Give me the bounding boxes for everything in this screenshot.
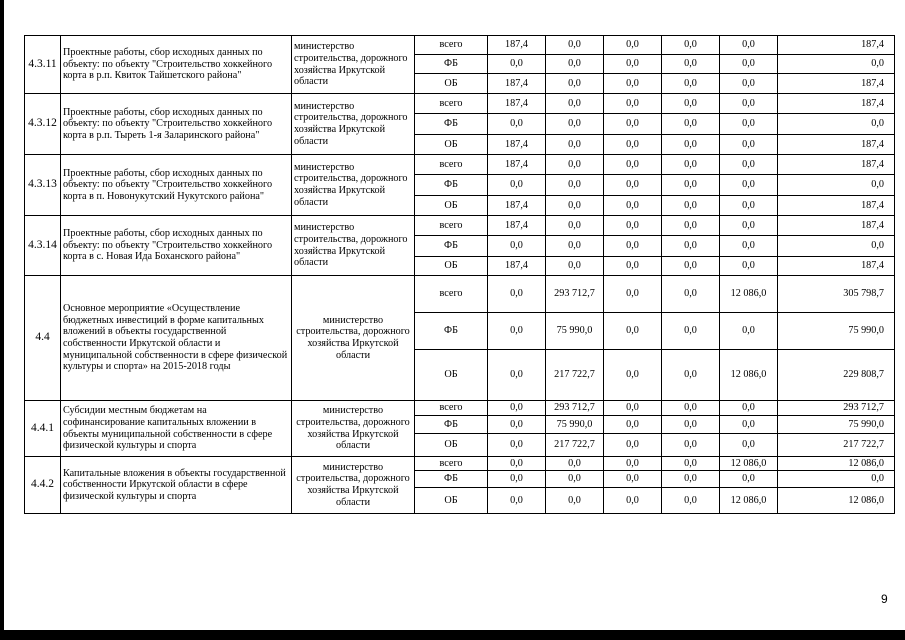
amount-total: 293 712,7 [778, 401, 895, 416]
amount-cell: 0,0 [720, 135, 778, 155]
amount-total: 12 086,0 [778, 457, 895, 471]
amount-cell: 0,0 [604, 135, 662, 155]
section-number: 4.3.14 [25, 216, 61, 276]
amount-cell: 0,0 [720, 36, 778, 55]
activity-name: Проектные работы, сбор исходных данных по объекту: по объекту "Строительство хоккейного корта в с. Новая Ида Боханского района" [61, 216, 292, 276]
amount-cell: 0,0 [604, 114, 662, 135]
budget-table-body [25, 36, 895, 514]
amount-cell: 187,4 [488, 216, 546, 236]
amount-total: 187,4 [778, 216, 895, 236]
funding-source: ФБ [415, 55, 488, 74]
amount-total: 187,4 [778, 155, 895, 175]
amount-cell: 0,0 [720, 216, 778, 236]
activity-name: Проектные работы, сбор исходных данных по объекту: по объекту "Строительство хоккейного корта в п. Новонукутский Нукутского района" [61, 155, 292, 216]
amount-cell: 187,4 [488, 257, 546, 276]
amount-cell: 187,4 [488, 36, 546, 55]
funding-source: ФБ [415, 416, 488, 434]
amount-cell: 0,0 [604, 216, 662, 236]
amount-total: 0,0 [778, 114, 895, 135]
amount-cell: 0,0 [720, 94, 778, 114]
amount-cell: 0,0 [546, 216, 604, 236]
amount-total: 75 990,0 [778, 416, 895, 434]
executor: министерство строительства, дорожного хозяйства Иркутской области [292, 401, 415, 457]
amount-cell: 0,0 [662, 216, 720, 236]
section-number: 4.3.11 [25, 36, 61, 94]
amount-cell: 0,0 [604, 55, 662, 74]
amount-cell: 0,0 [662, 434, 720, 457]
amount-cell: 0,0 [488, 55, 546, 74]
amount-total: 217 722,7 [778, 434, 895, 457]
funding-source: ОБ [415, 135, 488, 155]
amount-cell: 0,0 [662, 155, 720, 175]
amount-cell: 0,0 [662, 196, 720, 216]
amount-total: 0,0 [778, 55, 895, 74]
amount-cell: 75 990,0 [546, 416, 604, 434]
amount-cell: 0,0 [720, 196, 778, 216]
activity-name: Субсидии местным бюджетам на софинансирование капитальных вложении в объекты муниципальной собственности в сфере физической культуры и спорта [61, 401, 292, 457]
funding-source: ОБ [415, 196, 488, 216]
amount-cell: 0,0 [604, 488, 662, 514]
amount-total: 0,0 [778, 236, 895, 257]
amount-cell: 0,0 [720, 471, 778, 488]
amount-cell: 0,0 [604, 276, 662, 313]
table-row [25, 36, 895, 55]
budget-table [24, 35, 895, 514]
amount-cell: 0,0 [488, 175, 546, 196]
executor: министерство строительства, дорожного хозяйства Иркутской области [292, 155, 415, 216]
amount-cell: 0,0 [488, 488, 546, 514]
amount-cell: 0,0 [662, 257, 720, 276]
amount-cell: 0,0 [720, 114, 778, 135]
amount-cell: 0,0 [662, 416, 720, 434]
amount-cell: 0,0 [662, 313, 720, 350]
amount-cell: 293 712,7 [546, 276, 604, 313]
amount-cell: 0,0 [720, 401, 778, 416]
amount-cell: 217 722,7 [546, 434, 604, 457]
amount-cell: 0,0 [662, 94, 720, 114]
funding-source: ФБ [415, 236, 488, 257]
activity-name: Основное мероприятие «Осуществление бюджетных инвестиций в форме капитальных вложений в объекты государственной собственности Иркутской области и муниципальной собственности в сфере физической культуры и спорта» на 2015-2018 годы [61, 276, 292, 401]
funding-source: ФБ [415, 114, 488, 135]
amount-cell: 0,0 [546, 94, 604, 114]
funding-source: ФБ [415, 175, 488, 196]
amount-cell: 0,0 [546, 457, 604, 471]
amount-total: 75 990,0 [778, 313, 895, 350]
amount-cell: 0,0 [546, 55, 604, 74]
scan-bottom-edge [0, 630, 905, 640]
funding-source: всего [415, 276, 488, 313]
amount-cell: 0,0 [488, 276, 546, 313]
funding-source: ОБ [415, 74, 488, 94]
amount-total: 187,4 [778, 257, 895, 276]
amount-cell: 0,0 [546, 74, 604, 94]
amount-cell: 0,0 [546, 155, 604, 175]
amount-cell: 0,0 [720, 155, 778, 175]
amount-cell: 0,0 [488, 313, 546, 350]
amount-cell: 0,0 [662, 55, 720, 74]
funding-source: всего [415, 155, 488, 175]
scan-left-edge [0, 0, 4, 640]
activity-name: Капитальные вложения в объекты государственной собственности Иркутской области в сфере физической культуры и спорта [61, 457, 292, 514]
amount-cell: 0,0 [604, 471, 662, 488]
funding-source: всего [415, 36, 488, 55]
section-number: 4.4.2 [25, 457, 61, 514]
amount-cell: 0,0 [604, 257, 662, 276]
table-row [25, 94, 895, 114]
amount-cell: 0,0 [662, 488, 720, 514]
amount-cell: 0,0 [720, 313, 778, 350]
amount-cell: 12 086,0 [720, 276, 778, 313]
executor: министерство строительства, дорожного хозяйства Иркутской области [292, 36, 415, 94]
funding-source: ФБ [415, 313, 488, 350]
amount-cell: 0,0 [604, 236, 662, 257]
amount-cell: 293 712,7 [546, 401, 604, 416]
amount-total: 187,4 [778, 196, 895, 216]
amount-cell: 0,0 [604, 155, 662, 175]
funding-source: всего [415, 216, 488, 236]
amount-total: 229 808,7 [778, 350, 895, 401]
activity-name: Проектные работы, сбор исходных данных по объекту: по объекту "Строительство хоккейного корта в р.п. Тыреть 1-я Заларинского района" [61, 94, 292, 155]
amount-cell: 0,0 [546, 196, 604, 216]
amount-cell: 0,0 [604, 36, 662, 55]
amount-cell: 0,0 [488, 114, 546, 135]
amount-cell: 12 086,0 [720, 350, 778, 401]
amount-cell: 0,0 [662, 175, 720, 196]
amount-cell: 0,0 [720, 74, 778, 94]
amount-cell: 12 086,0 [720, 457, 778, 471]
amount-cell: 0,0 [662, 350, 720, 401]
amount-cell: 0,0 [604, 457, 662, 471]
amount-cell: 0,0 [662, 74, 720, 94]
amount-cell: 0,0 [546, 114, 604, 135]
table-row [25, 155, 895, 175]
amount-cell: 187,4 [488, 196, 546, 216]
page-number: 9 [881, 592, 888, 606]
amount-cell: 0,0 [604, 74, 662, 94]
amount-cell: 0,0 [662, 36, 720, 55]
section-number: 4.3.12 [25, 94, 61, 155]
amount-cell: 0,0 [488, 236, 546, 257]
funding-source: ОБ [415, 257, 488, 276]
amount-cell: 0,0 [720, 55, 778, 74]
funding-source: всего [415, 401, 488, 416]
amount-cell: 0,0 [604, 313, 662, 350]
amount-cell: 12 086,0 [720, 488, 778, 514]
amount-cell: 0,0 [720, 434, 778, 457]
amount-cell: 0,0 [720, 175, 778, 196]
funding-source: ОБ [415, 350, 488, 401]
amount-cell: 0,0 [546, 36, 604, 55]
amount-cell: 0,0 [662, 135, 720, 155]
amount-total: 12 086,0 [778, 488, 895, 514]
amount-total: 187,4 [778, 94, 895, 114]
amount-cell: 0,0 [604, 416, 662, 434]
amount-cell: 0,0 [604, 196, 662, 216]
amount-total: 0,0 [778, 471, 895, 488]
amount-cell: 0,0 [546, 471, 604, 488]
amount-cell: 187,4 [488, 155, 546, 175]
table-row [25, 401, 895, 416]
amount-cell: 0,0 [488, 471, 546, 488]
amount-cell: 0,0 [604, 94, 662, 114]
amount-cell: 0,0 [720, 416, 778, 434]
amount-total: 187,4 [778, 135, 895, 155]
amount-cell: 0,0 [662, 276, 720, 313]
funding-source: ОБ [415, 488, 488, 514]
amount-total: 305 798,7 [778, 276, 895, 313]
amount-cell: 187,4 [488, 94, 546, 114]
funding-source: всего [415, 457, 488, 471]
amount-cell: 0,0 [662, 457, 720, 471]
section-number: 4.4.1 [25, 401, 61, 457]
section-number: 4.4 [25, 276, 61, 401]
amount-cell: 0,0 [488, 350, 546, 401]
executor: министерство строительства, дорожного хозяйства Иркутской области [292, 276, 415, 401]
executor: министерство строительства, дорожного хозяйства Иркутской области [292, 216, 415, 276]
amount-cell: 0,0 [546, 175, 604, 196]
amount-total: 0,0 [778, 175, 895, 196]
amount-cell: 75 990,0 [546, 313, 604, 350]
amount-cell: 0,0 [488, 416, 546, 434]
amount-cell: 0,0 [662, 114, 720, 135]
amount-cell: 187,4 [488, 74, 546, 94]
amount-cell: 0,0 [488, 457, 546, 471]
amount-cell: 0,0 [604, 434, 662, 457]
amount-cell: 0,0 [546, 488, 604, 514]
amount-cell: 0,0 [720, 236, 778, 257]
executor: министерство строительства, дорожного хозяйства Иркутской области [292, 457, 415, 514]
executor: министерство строительства, дорожного хозяйства Иркутской области [292, 94, 415, 155]
amount-cell: 0,0 [488, 434, 546, 457]
amount-cell: 217 722,7 [546, 350, 604, 401]
funding-source: ФБ [415, 471, 488, 488]
amount-total: 187,4 [778, 36, 895, 55]
table-row [25, 457, 895, 471]
section-number: 4.3.13 [25, 155, 61, 216]
amount-cell: 187,4 [488, 135, 546, 155]
amount-cell: 0,0 [662, 236, 720, 257]
amount-cell: 0,0 [546, 257, 604, 276]
funding-source: всего [415, 94, 488, 114]
amount-cell: 0,0 [488, 401, 546, 416]
table-row [25, 216, 895, 236]
amount-cell: 0,0 [604, 175, 662, 196]
amount-cell: 0,0 [662, 471, 720, 488]
amount-cell: 0,0 [546, 135, 604, 155]
amount-cell: 0,0 [604, 350, 662, 401]
funding-source: ОБ [415, 434, 488, 457]
amount-cell: 0,0 [546, 236, 604, 257]
amount-cell: 0,0 [720, 257, 778, 276]
table-row [25, 276, 895, 313]
activity-name: Проектные работы, сбор исходных данных по объекту: по объекту "Строительство хоккейного корта в р.п. Квиток Тайшетского района" [61, 36, 292, 94]
amount-cell: 0,0 [662, 401, 720, 416]
amount-total: 187,4 [778, 74, 895, 94]
amount-cell: 0,0 [604, 401, 662, 416]
